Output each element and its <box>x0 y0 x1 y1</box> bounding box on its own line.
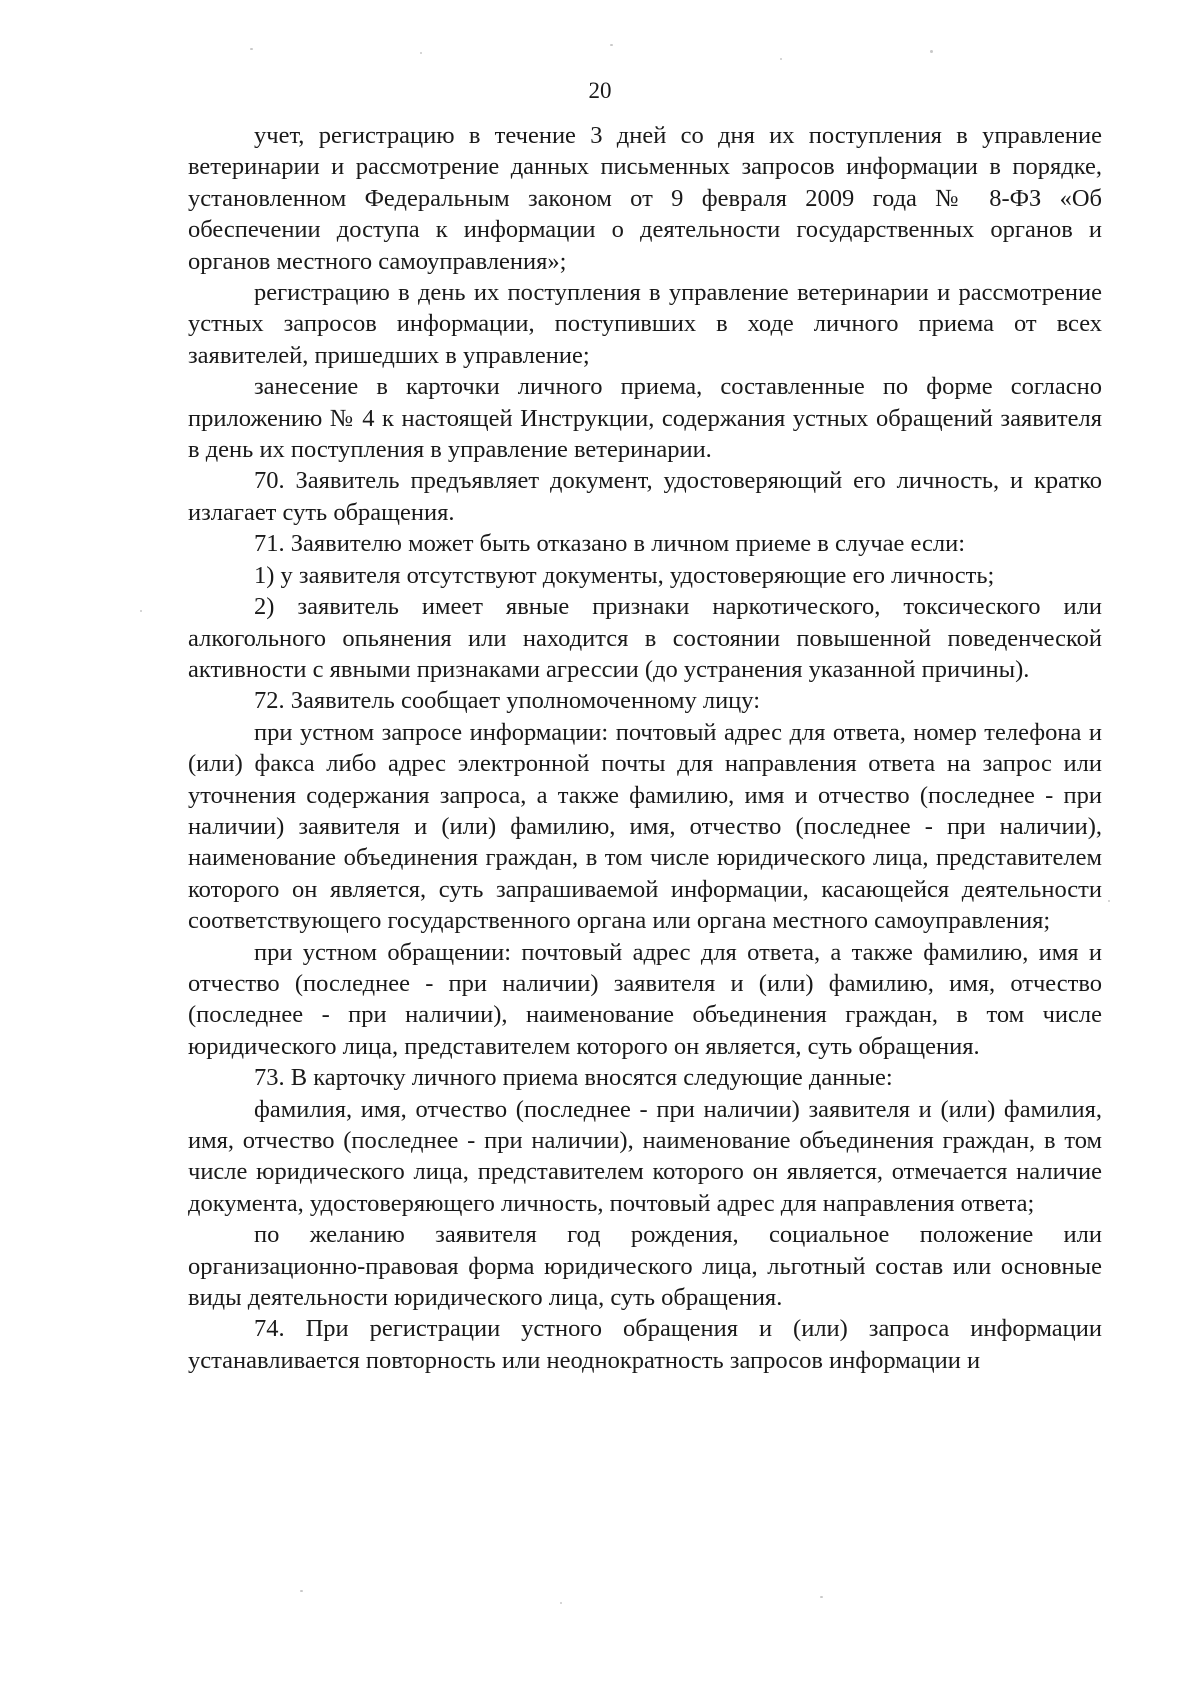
paragraph-71: 71. Заявителю может быть отказано в личном приеме в случае если: <box>254 530 966 558</box>
paragraph-personal-reception-cards: занесение в карточки личного приема, составленные по форме согласно приложению № 4 к настоящей Инструкции, содержания устных обращений заявителя в день их поступления в управление ветеринарии. <box>188 373 1102 464</box>
paragraph-71-item-2: 2) заявитель имеет явные признаки наркотического, токсического или алкогольного опьянения или находится в состоянии повышенной поведенческой активности с явными признаками агрессии (до устранения указанной причины). <box>188 593 1102 683</box>
paragraph-70: 70. Заявитель предъявляет документ, удостоверяющий его личность, и кратко излагает суть обращения. <box>188 467 1102 526</box>
scan-speck <box>1108 900 1110 902</box>
scan-speck <box>930 50 933 53</box>
paragraph-registration-oral: регистрацию в день их поступления в управление ветеринарии и рассмотрение устных запросов информации, поступивших в ходе личного приема от всех заявителей, пришедших в управление; <box>188 279 1102 369</box>
paragraph-registration-written: учет, регистрацию в течение 3 дней со дня их поступления в управление ветеринарии и рассмотрение данных письменных запросов информации в порядке, установленном Федеральным законом от 9 февраля 2009 года № 8-ФЗ «Об обеспечении доступа к информации о деятельности государственных органов и органов местного самоуправления»; <box>188 122 1102 275</box>
paragraph-74: 74. При регистрации устного обращения и (или) запроса информации устанавливается повторность или неоднократность запросов информации и <box>188 1315 1102 1374</box>
scan-speck <box>140 610 142 612</box>
paragraph-72: 72. Заявитель сообщает уполномоченному лицу: <box>254 687 761 715</box>
scan-speck <box>300 1590 303 1592</box>
page-number: 20 <box>588 78 612 103</box>
paragraph-73-required-data: фамилия, имя, отчество (последнее - при наличии) заявителя и (или) фамилия, имя, отчество (последнее - при наличии), наименование объединения граждан, в том числе юридического лица, представителем которого он является, отмечается наличие документа, удостоверяющего личность, почтовый адрес для направления ответа; <box>188 1095 1102 1217</box>
paragraph-71-item-1: 1) у заявителя отсутствуют документы, удостоверяющие его личность; <box>254 561 995 589</box>
scan-speck <box>250 48 253 50</box>
paragraph-72-oral-request: при устном запросе информации: почтовый адрес для ответа, номер телефона и (или) факса либо адрес электронной почты для направления ответа на запрос или уточнения содержания запроса, а также фамилию, имя и отчество (последнее - при наличии) заявителя и (или) фамилию, имя, отчество (последнее - при наличии), наименование объединения граждан, в том числе юридического лица, представителем которого он является, суть запрашиваемой информации, касающейся деятельности соответствующего государственного органа или органа местного самоуправления; <box>188 718 1102 935</box>
scan-speck <box>420 52 422 54</box>
scan-speck <box>560 1602 562 1604</box>
scan-speck <box>610 44 613 46</box>
scan-speck <box>780 58 782 60</box>
paragraph-73-optional-data: по желанию заявителя год рождения, социальное положение или организационно-правовая форма юридического лица, льготный состав или основные виды деятельности юридического лица, суть обращения. <box>188 1221 1102 1312</box>
scan-speck <box>820 1596 823 1598</box>
document-body <box>188 120 1102 1376</box>
paragraph-72-oral-appeal: при устном обращении: почтовый адрес для ответа, а также фамилию, имя и отчество (последнее - при наличии) заявителя и (или) фамилию, имя, отчество (последнее - при наличии), наименование объединения граждан, в том числе юридического лица, представителем которого он является, суть обращения. <box>188 938 1102 1060</box>
paragraph-73: 73. В карточку личного приема вносятся следующие данные: <box>254 1064 893 1092</box>
